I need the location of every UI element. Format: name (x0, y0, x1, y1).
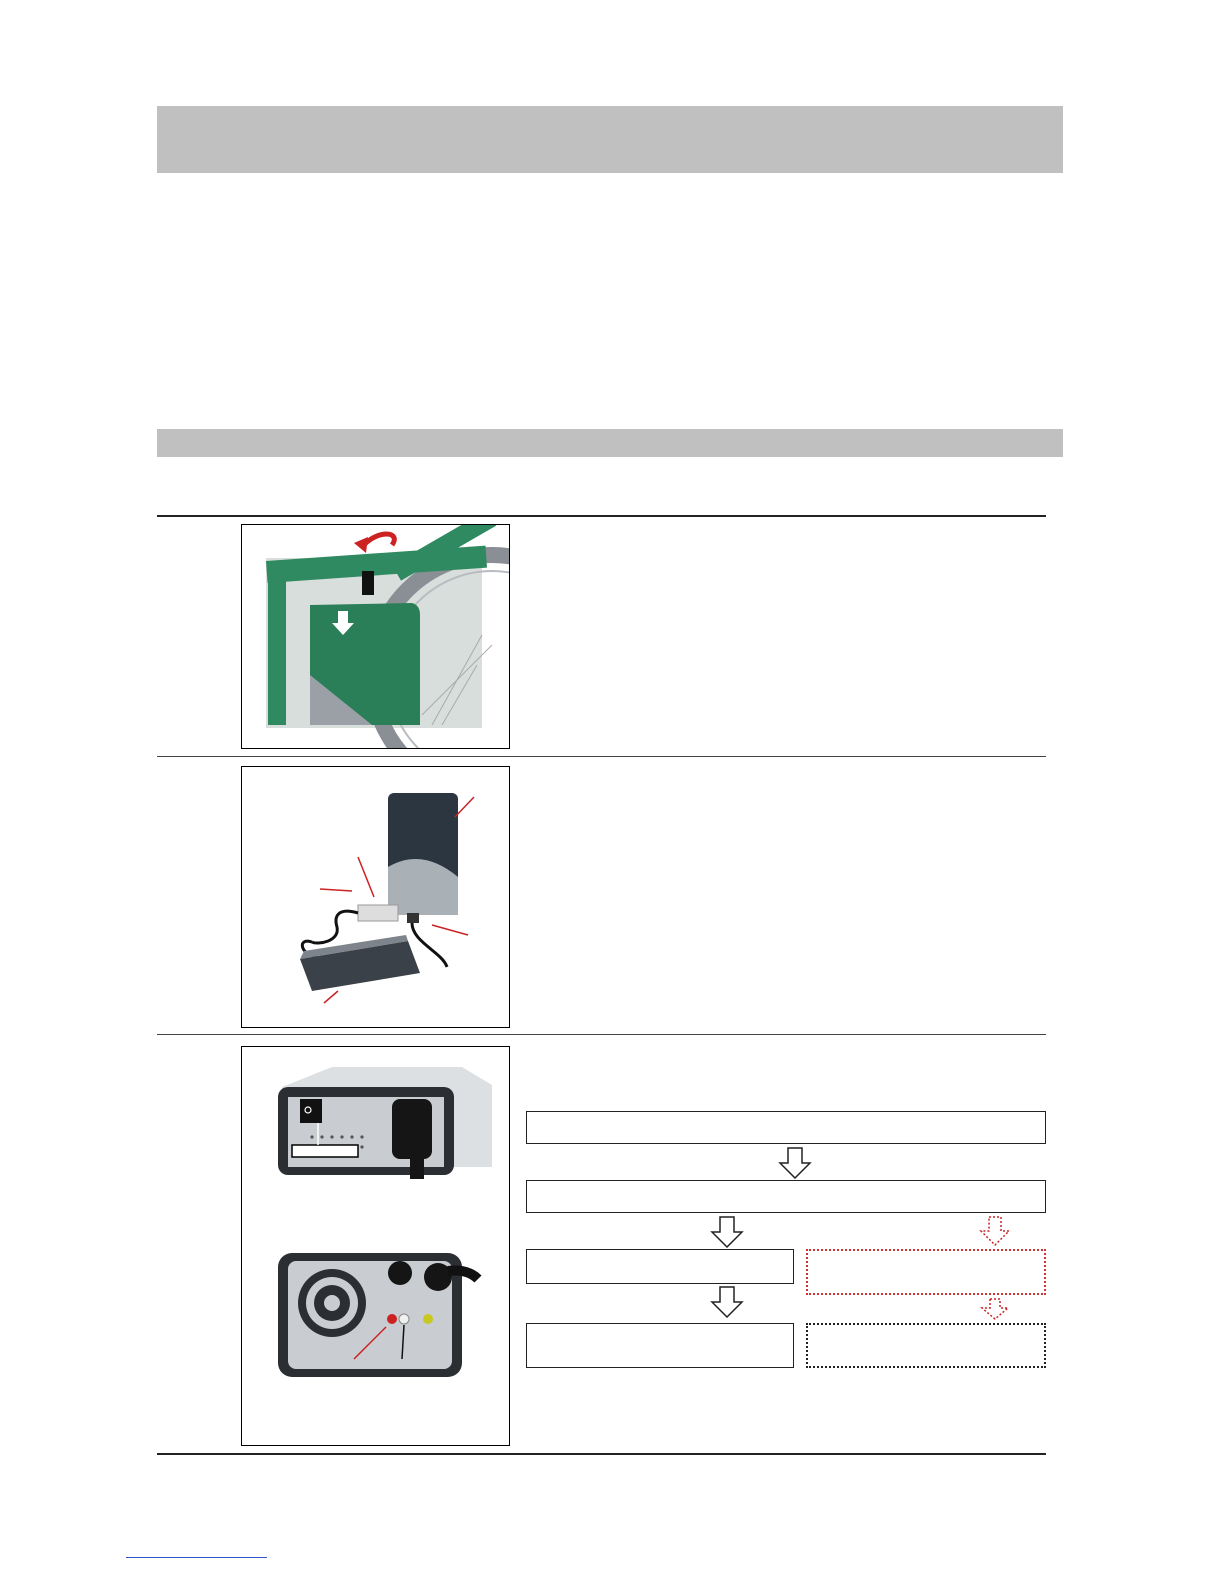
flow-box-3 (526, 1249, 794, 1284)
flow-box-6 (806, 1323, 1046, 1368)
flow-box-1 (526, 1111, 1046, 1144)
down-arrow-icon (778, 1147, 812, 1179)
charger-panels-illustration (242, 1047, 510, 1446)
charger-connection-illustration (242, 767, 510, 1028)
table-bottom-rule (157, 1453, 1046, 1455)
down-arrow-icon (710, 1286, 744, 1318)
table-row-divider-1 (157, 756, 1046, 757)
down-arrow-red-dotted-icon (980, 1298, 1010, 1320)
flow-box-2 (526, 1180, 1046, 1213)
down-arrow-icon (710, 1216, 744, 1248)
step-2-photo (241, 766, 510, 1028)
down-arrow-red-dotted-icon (978, 1216, 1012, 1246)
flow-box-4 (806, 1249, 1046, 1295)
title-band (157, 106, 1063, 173)
step-1-photo (241, 524, 510, 749)
step-3-photo (241, 1046, 510, 1446)
footer-link-underline[interactable] (126, 1557, 267, 1558)
section-band (157, 429, 1063, 457)
flow-box-5 (526, 1323, 794, 1368)
table-row-divider-2 (157, 1034, 1046, 1035)
battery-mounted-illustration (242, 525, 510, 749)
table-top-rule (157, 515, 1046, 517)
